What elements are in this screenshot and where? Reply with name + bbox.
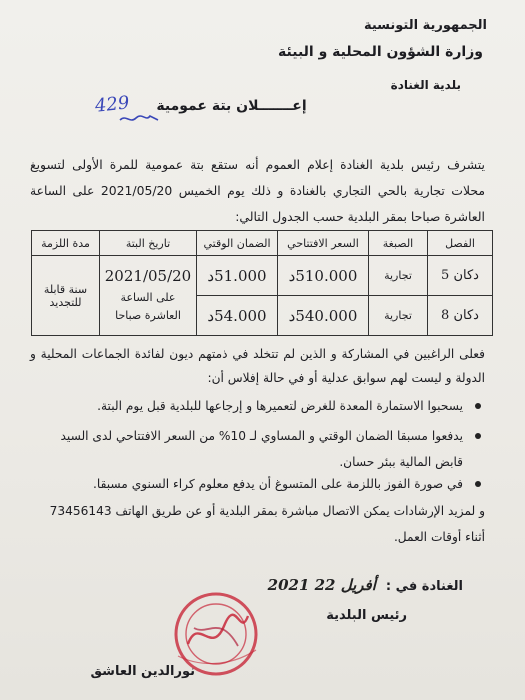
signature-date: 2021 أفريل 22 <box>267 576 376 594</box>
auction-time: على الساعة العاشرة صباحا <box>115 290 181 322</box>
cell-type: تجارية <box>369 256 428 296</box>
list-item: يسحبوا الاستمارة المعدة للغرض لتعميرها و إرجاعها للبلدية قبل يوم البتة. <box>97 393 463 419</box>
header-municipality: بلدية الغنادة <box>390 78 461 92</box>
cell-deposit: 51.000د <box>197 256 278 296</box>
list-item: في صورة الفوز باللزمة على المتسوغ أن يدفع معلوم كراء السنوي مسبقا. <box>93 471 463 497</box>
col-header-deposit: الضمان الوقتي <box>197 231 278 256</box>
table-row <box>32 256 493 296</box>
col-header-unit: الفصل <box>428 231 493 256</box>
signatory-title: رئيس البلدية <box>326 608 407 623</box>
cell-deposit: 54.000د <box>197 296 278 336</box>
cell-unit: دكان 8 <box>428 296 493 336</box>
handwritten-initials-icon <box>118 112 162 126</box>
header-republic: الجمهورية التونسية <box>363 18 487 33</box>
bullet-icon <box>475 433 481 439</box>
cell-auction-date <box>100 256 197 336</box>
contact-paragraph: و لمزيد الإرشادات يمكن الاتصال مباشرة بمقر البلدية أو عن طريق الهاتف 73456143 أثناء أوقات العمل. <box>49 504 485 544</box>
cell-unit: دكان 5 <box>428 256 493 296</box>
intro-paragraph: يتشرف رئيس بلدية الغنادة إعلام العموم أنه ستقع بتة عمومية للمرة الأولى لتسويغ محلات تجارية بالحي التجاري بالغنادة و ذلك يوم الخميس 2021/05/20 على الساعة العاشرة صباحا بمقر البلدية حسب الجدول التالي: <box>30 157 485 224</box>
reference-number: 429 <box>93 92 131 117</box>
cell-opening-price: 510.000د <box>278 256 369 296</box>
cell-duration: سنة قابلة للتجديد <box>32 256 100 336</box>
auction-date: 2021/05/20 <box>104 266 192 285</box>
signature-place: الغنادة في : <box>385 579 463 594</box>
list-item: يدفعوا مسبقا الضمان الوقتي و المساوي لـ 10% من السعر الافتتاحي لدى السيد قابض المالية ببئر حسان. <box>43 423 463 475</box>
cell-opening-price: 540.000د <box>278 296 369 336</box>
bullet-icon <box>475 481 481 487</box>
col-header-type: الصبغة <box>369 231 428 256</box>
auction-table <box>31 230 493 336</box>
signature-date-line <box>268 576 463 594</box>
table-header-row <box>32 231 493 256</box>
col-header-auction-date: تاريخ البتة <box>100 231 197 256</box>
header-ministry: وزارة الشؤون المحلية و البيئة <box>278 44 483 60</box>
eligibility-paragraph: فعلى الراغبين في المشاركة و الذين لم تتخلد في ذمتهم ديون لفائدة الجماعات المحلية و الدولة و ليست لهم سوابق عدلية أو في حالة إفلاس أن: <box>30 347 485 385</box>
col-header-opening-price: السعر الافتتاحي <box>278 231 369 256</box>
signatory-name: نورالدين العاشق <box>90 664 195 679</box>
col-header-duration: مدة اللزمة <box>32 231 100 256</box>
bullet-icon <box>475 403 481 409</box>
cell-type: تجارية <box>369 296 428 336</box>
document-title: إعـــــــلان بتة عمومية <box>156 98 307 114</box>
